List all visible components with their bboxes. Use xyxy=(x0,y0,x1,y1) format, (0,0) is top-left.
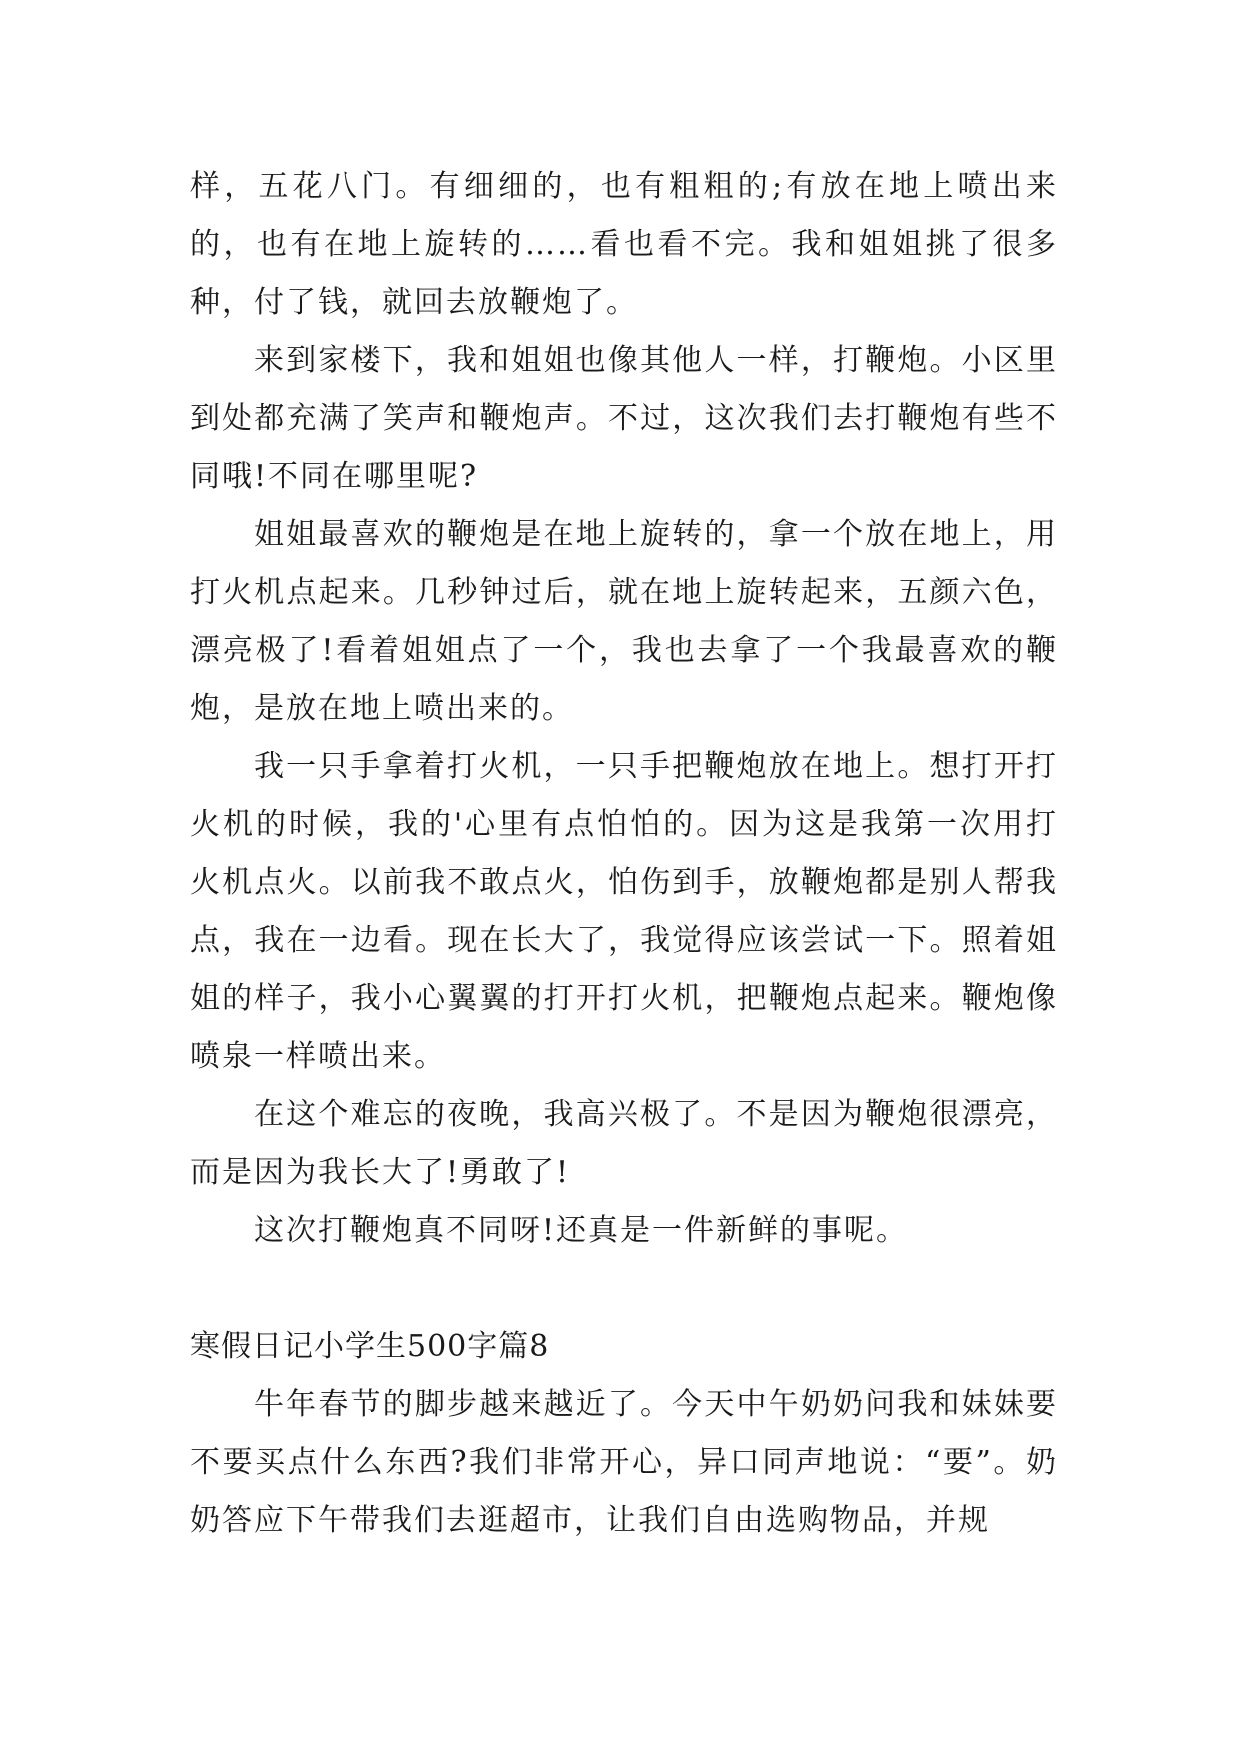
paragraph-2: 来到家楼下，我和姐姐也像其他人一样，打鞭炮。小区里到处都充满了笑声和鞭炮声。不过，这次我们去打鞭炮有些不同哦!不同在哪里呢? xyxy=(190,343,1058,494)
document-page xyxy=(190,158,1058,1550)
paragraph-1: 样，五花八门。有细细的，也有粗粗的;有放在地上喷出来的，也有在地上旋转的……看也看不完。我和姐姐挑了很多种，付了钱，就回去放鞭炮了。 xyxy=(190,169,1058,320)
paragraph-3: 姐姐最喜欢的鞭炮是在地上旋转的，拿一个放在地上，用打火机点起来。几秒钟过后，就在地上旋转起来，五颜六色，漂亮极了!看着姐姐点了一个，我也去拿了一个我最喜欢的鞭炮，是放在地上喷出来的。 xyxy=(190,517,1058,726)
paragraph-7: 牛年春节的脚步越来越近了。今天中午奶奶问我和妹妹要不要买点什么东西?我们非常开心，异口同声地说：“要”。奶奶答应下午带我们去逛超市，让我们自由选购物品，并规 xyxy=(190,1387,1058,1538)
paragraph-4: 我一只手拿着打火机，一只手把鞭炮放在地上。想打开打火机的时候，我的'心里有点怕怕的。因为这是我第一次用打火机点火。以前我不敢点火，怕伤到手，放鞭炮都是别人帮我点，我在一边看。现在长大了，我觉得应该尝试一下。照着姐姐的样子，我小心翼翼的打开打火机，把鞭炮点起来。鞭炮像喷泉一样喷出来。 xyxy=(190,749,1058,1074)
section-heading: 寒假日记小学生500字篇8 xyxy=(190,1329,550,1364)
paragraph-6: 这次打鞭炮真不同呀!还真是一件新鲜的事呢。 xyxy=(254,1213,909,1248)
paragraph-5: 在这个难忘的夜晚，我高兴极了。不是因为鞭炮很漂亮，而是因为我长大了!勇敢了! xyxy=(190,1097,1058,1190)
